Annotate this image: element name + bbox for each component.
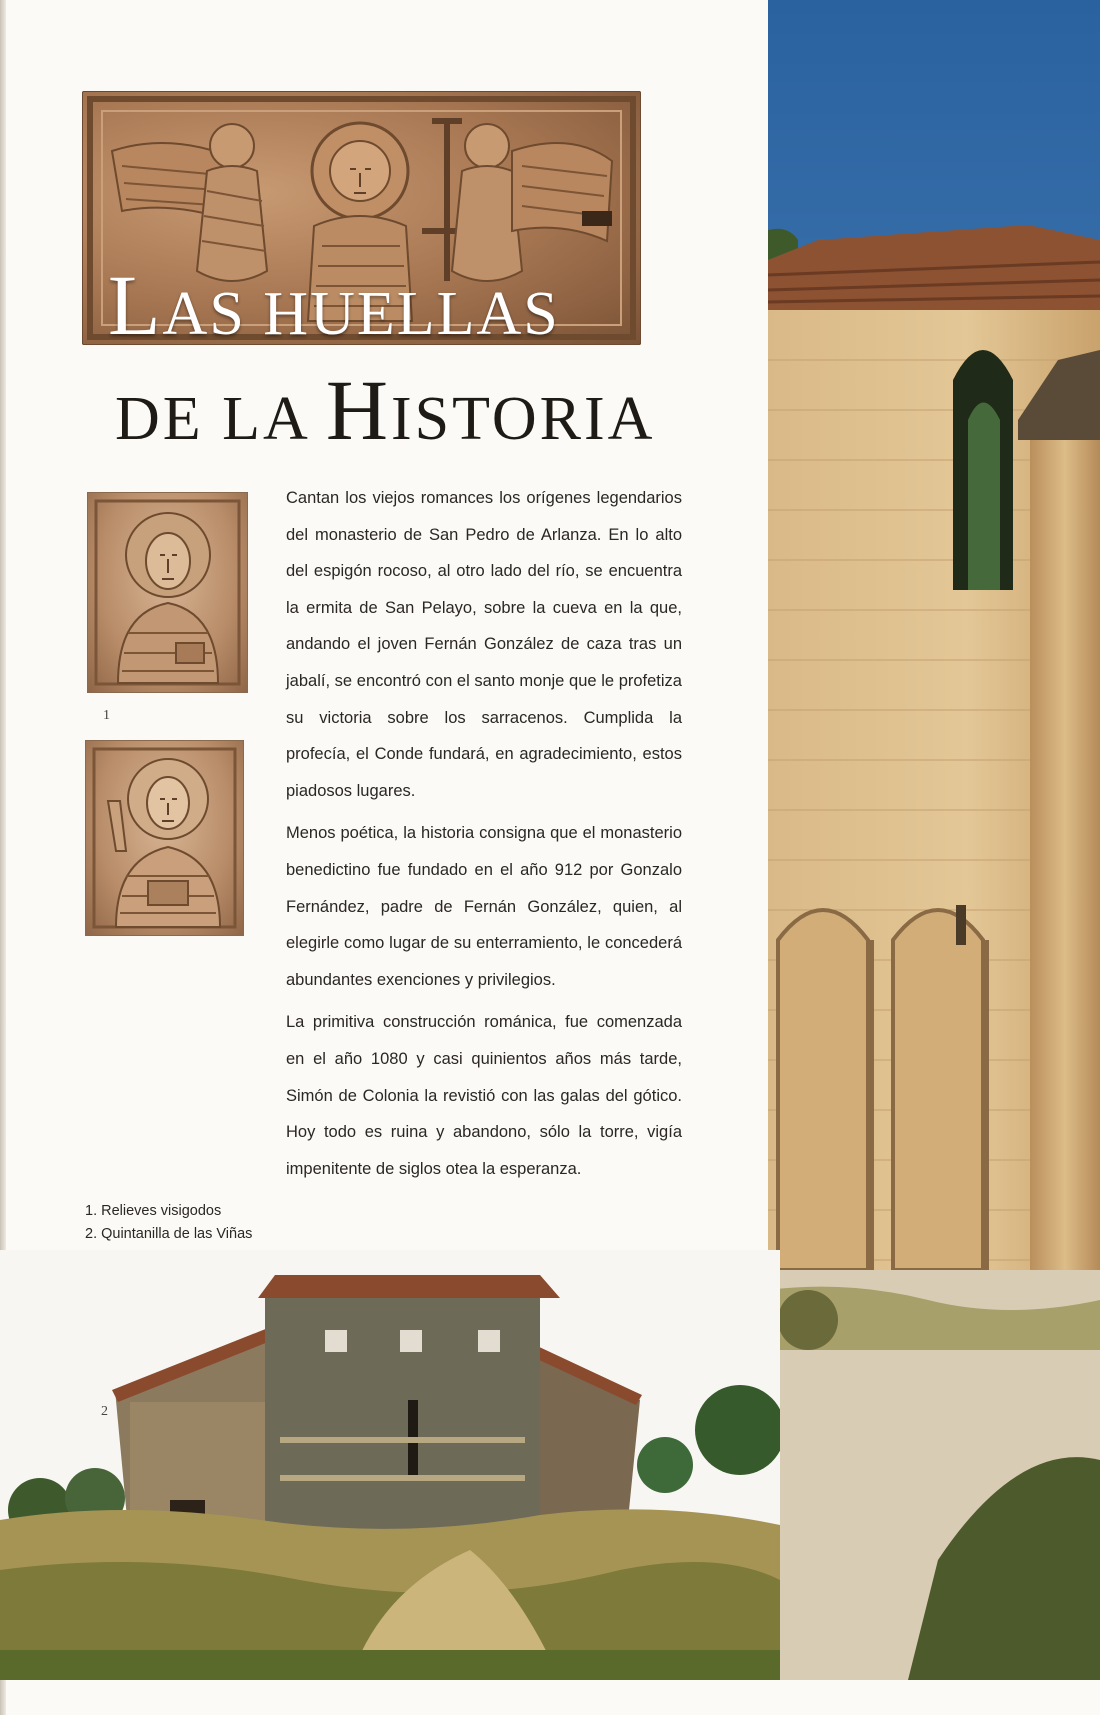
caption-2: 2. Quintanilla de las Viñas bbox=[85, 1226, 253, 1242]
title-line-1 bbox=[108, 255, 648, 355]
title-line1-rest: AS HUELLAS bbox=[162, 280, 560, 348]
monastery-wall-illustration bbox=[768, 0, 1100, 1680]
relief-thumbnail-2 bbox=[85, 740, 244, 936]
caption-1: 1. Relieves visigodos bbox=[85, 1203, 222, 1219]
figure-number-2: 2 bbox=[101, 1404, 108, 1419]
title-line2-prefix: DE LA bbox=[115, 385, 326, 453]
figure-number-1: 1 bbox=[103, 708, 110, 723]
san-pedro-arlanza-photo bbox=[768, 0, 1100, 1680]
title-drop-cap-h: H bbox=[325, 362, 391, 458]
title-line-2 bbox=[115, 360, 735, 460]
title-drop-cap-l: L bbox=[108, 257, 163, 353]
body-paragraph-3: La primitiva construcción románica, fue comenzada en el año 1080 y casi quinientos años más tarde, Simón de Colonia la revistió con las galas del gótico. Hoy todo es ruina y abandono, sólo la torre, vigía impenitente de siglos otea la esperanza. bbox=[286, 1013, 682, 1178]
title-line2-rest: ISTORIA bbox=[390, 385, 656, 453]
body-paragraph-1: Cantan los viejos romances los orígenes legendarios del monasterio de San Pedro de Arlanza. En lo alto del espigón rocoso, al otro lado del río, se encuentra la ermita de San Pelayo, sobre la cueva en la que, andando el joven Fernán González de caza tras un jabalí, se encontró con el santo monje que le profetiza su victoria sobre los sarracenos. Cumplida la profecía, el Conde fundará, en agradecimiento, estos piadosos lugares. bbox=[286, 489, 682, 800]
relief-thumbnail-1 bbox=[87, 492, 248, 693]
quintanilla-church-photo bbox=[0, 1250, 780, 1680]
body-paragraph-2: Menos poética, la historia consigna que el monasterio benedictino fue fundado en el año 912 por Gonzalo Fernández, padre de Fernán González, quien, al elegirle como lugar de su enterramiento, le concederá abundantes exenciones y privilegios. bbox=[286, 824, 682, 989]
relief-saint-illustration-1 bbox=[88, 493, 247, 692]
relief-saint-illustration-2 bbox=[86, 741, 243, 935]
article-body bbox=[286, 480, 682, 1193]
church-illustration bbox=[0, 1250, 780, 1680]
